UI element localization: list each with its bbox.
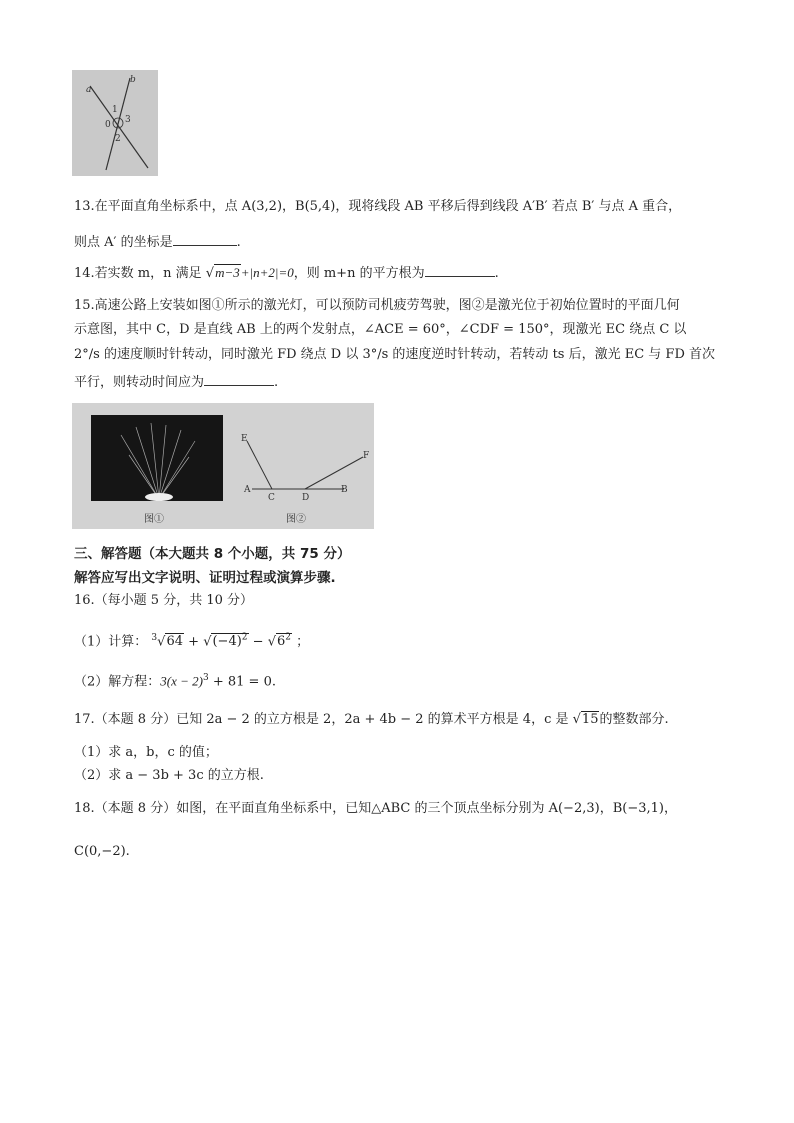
q16-part2: [74, 669, 276, 691]
q16-part2-expr: 3(x − 2): [160, 673, 203, 689]
point-C: C: [268, 493, 275, 503]
q16-neg4: (−4): [212, 634, 242, 650]
laser-figure: [72, 403, 374, 529]
section3-subtitle: 解答应写出文字说明、证明过程或演算步骤.: [74, 570, 336, 586]
q16-part1: [74, 629, 309, 651]
label-b: b: [130, 75, 136, 85]
section3-title: 三、解答题（本大题共 8 个小题，共 75 分）: [74, 546, 351, 562]
label-2: 2: [115, 134, 121, 144]
q15-answer-blank[interactable]: [204, 372, 274, 386]
q15-prompt: 平行，则转动时间应为: [74, 375, 205, 390]
q16-part2-prompt: （2）解方程：: [74, 674, 161, 690]
q16-plus: +: [188, 634, 200, 650]
q17-sqrt15: 15: [581, 712, 599, 727]
angle-figure-svg: [72, 70, 158, 176]
figure1-caption: 图①: [144, 514, 164, 525]
q14-period: .: [494, 266, 499, 281]
point-E: E: [241, 434, 248, 444]
q17-part1: （1）求 a，b，c 的值；: [74, 745, 218, 760]
q17-head: 17.（本题 8 分）已知 2a − 2 的立方根是 2，2a + 4b − 2 的算术平方根是 4，c 是: [74, 712, 569, 727]
q14-abs-expr: +|n+2|=0: [240, 265, 294, 280]
point-A: A: [244, 485, 251, 495]
ray-CE: [247, 441, 272, 489]
label-1: 1: [112, 105, 118, 115]
q15-line1: 15.高速公路上安装如图①所示的激光灯，可以预防司机疲劳驾驶，图②是激光位于初始位置时的平面几何: [74, 298, 680, 313]
q16-six: 6: [277, 634, 286, 650]
q13-line1: 13.在平面直角坐标系中，点 A(3,2)，B(5,4)，现将线段 AB 平移后得到线段 A′B′ 若点 B′ 与点 A 重合，: [74, 199, 682, 214]
q14-answer-blank[interactable]: [425, 263, 495, 277]
q16-sqrt-radicand-1: [211, 633, 248, 649]
q16-sqrt-symbol-2: √: [267, 634, 277, 650]
q14-line: [74, 263, 499, 283]
q15-line2: 示意图，其中 C，D 是直线 AB 上的两个发射点，∠ACE = 60°，∠CDF = 150°，现激光 EC 绕点 C 以: [74, 322, 687, 337]
q17-sqrt-symbol: √: [572, 712, 581, 727]
q15-line3: 2°/s 的速度顺时针转动，同时激光 FD 绕点 D 以 3°/s 的速度逆时针转动，若转动 ts 后，激光 EC 与 FD 首次: [74, 347, 716, 362]
q17-head-line: [74, 711, 669, 729]
q16-part1-end: ；: [296, 634, 310, 650]
q17-tail: 的整数部分.: [599, 712, 669, 727]
q18-line1: 18.（本题 8 分）如图，在平面直角坐标系中，已知△ABC 的三个顶点坐标分别为 A(−2,3)，B(−3,1)，: [74, 801, 677, 816]
q16-head: 16.（每小题 5 分，共 10 分）: [74, 593, 254, 608]
q18-line2: C(0,−2).: [74, 844, 130, 859]
point-F: F: [363, 451, 370, 461]
point-B: B: [341, 485, 348, 495]
q16-minus: −: [252, 634, 264, 650]
q14-prompt: 14.若实数 m，n 满足: [74, 266, 202, 281]
q13-period: .: [236, 235, 241, 250]
q16-cbrt-symbol: √: [157, 634, 166, 650]
ray-DF: [305, 457, 363, 489]
q17-part2: （2）求 a − 3b + 3c 的立方根.: [74, 768, 264, 783]
q14-sqrt-symbol: √: [205, 266, 215, 281]
q14-sqrt-expr: m−3: [215, 265, 240, 280]
q16-sqrt-symbol-1: √: [203, 634, 212, 650]
q13-prompt: 则点 A′ 的坐标是: [74, 235, 173, 250]
q16-six-exp: 2: [285, 633, 292, 643]
q14-mid: ，则 m+n 的平方根为: [293, 266, 425, 281]
q16-part2-exp: 3: [202, 673, 209, 683]
figure2-caption: 图②: [286, 514, 306, 525]
q16-part2-rest: + 81 = 0.: [212, 674, 276, 690]
geometry-diagram: [72, 403, 374, 529]
q16-cbrt-radicand: 64: [166, 634, 183, 650]
label-3: 3: [125, 115, 131, 125]
q16-part1-prompt: （1）计算：: [74, 634, 148, 650]
q16-sqrt-radicand-2: [276, 633, 292, 649]
point-D: D: [302, 493, 310, 503]
line-a: [90, 86, 148, 168]
q13-answer-blank[interactable]: [173, 232, 237, 246]
label-a: a: [86, 85, 92, 95]
q13-line2: [74, 232, 241, 252]
q16-cbrt-index: 3: [151, 633, 158, 643]
label-0: 0: [105, 120, 111, 130]
q15-line4: [74, 372, 278, 392]
q15-period: .: [274, 375, 279, 390]
q16-neg4-exp: 2: [241, 633, 248, 643]
angle-figure: [72, 70, 158, 176]
